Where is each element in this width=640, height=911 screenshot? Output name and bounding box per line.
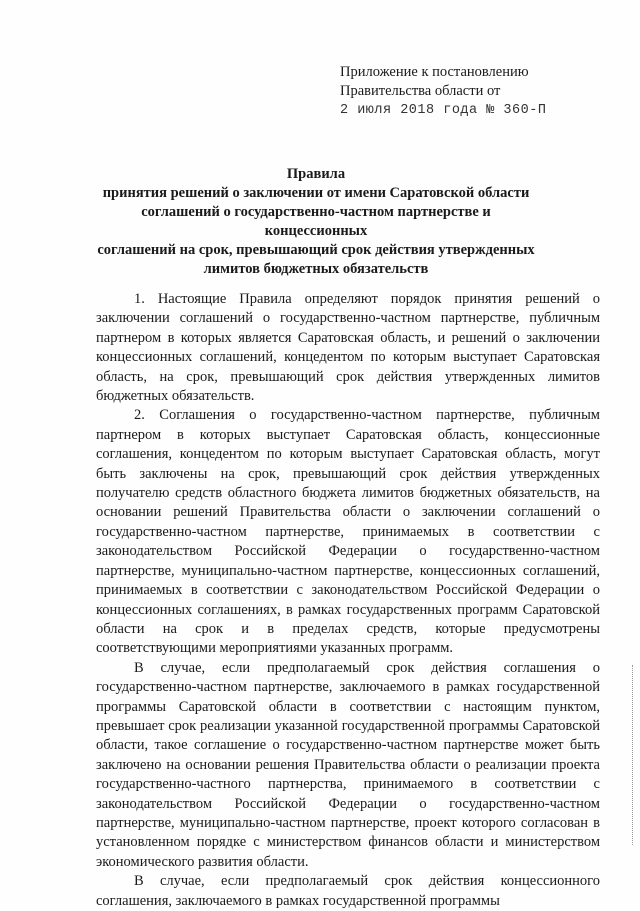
document-title bbox=[96, 165, 536, 279]
title-subtitle-line: лимитов бюджетных обязательств bbox=[203, 261, 429, 277]
title-subtitle-line: соглашений на срок, превышающий срок действия утвержденных bbox=[97, 242, 535, 258]
paragraph-3: В случае, если предполагаемый срок действия соглашения о государственно-частном партнерстве, заключаемого в рамках государственной программы Саратовской области в соответствии с настоящим пунктом, превышает срок реализации указанной государственной программы Саратовской области, такое соглашение о государственно-частном партнерстве может быть заключено на основании решения Правительства области о реализации проекта государственно-частного партнерства, принимаемого в соответствии с законодательством Российской Федерации о государственно-частном партнерстве, муниципально-частном партнерстве, проект которого согласован в установленном порядке с министерством финансов области и министерством экономического развития области. bbox=[96, 659, 600, 870]
appendix-line-1: Приложение к постановлению bbox=[340, 64, 529, 80]
paragraph-4: В случае, если предполагаемый срок действия концессионного соглашения, заключаемого в рамках государственной программы bbox=[96, 873, 600, 909]
paragraph-2: 2. Соглашения о государственно-частном партнерстве, публичным партнером в которых выступает Саратовская область, концессионные соглашения, концедентом по которым выступает Саратовская область, могут быть заключены на срок, превышающий срок действия утвержденных получателю средств областного бюджета лимитов бюджетных обязательств, на основании решений Правительства области о заключении соглашений о государственно-частном партнерстве, принимаемых в соответствии с законодательством Российской Федерации о государственно-частном партнерстве, муниципально-частном партнерстве, концессионных соглашений, принимаемых в соответствии с законодательством Российской Федерации о концессионных соглашениях, в рамках государственных программ Саратовской области на срок и в пределах средств, которые предусмотрены соответствующими мероприятиями указанных программ. bbox=[96, 407, 600, 657]
title-subtitle-line: соглашений о государственно-частном партнерстве и концессионных bbox=[141, 204, 491, 239]
appendix-line-2: Правительства области от bbox=[340, 83, 501, 99]
appendix-reference bbox=[340, 63, 600, 120]
appendix-line-3: 2 июля 2018 года № 360-П bbox=[340, 103, 547, 118]
title-subtitle-line: принятия решений о заключении от имени Саратовской области bbox=[102, 185, 530, 201]
paragraph-1: 1. Настоящие Правила определяют порядок принятия решений о заключении соглашений о государственно-частном партнерстве, публичным партнером в которых является Саратовская область, и решений о заключении концессионных соглашений, концедентом по которым выступает Саратовская область, на срок, превышающий срок действия утвержденных лимитов бюджетных обязательств. bbox=[96, 291, 600, 405]
scan-edge-mark bbox=[632, 665, 636, 845]
title-heading: Правила bbox=[286, 166, 346, 182]
document-body bbox=[96, 290, 600, 911]
